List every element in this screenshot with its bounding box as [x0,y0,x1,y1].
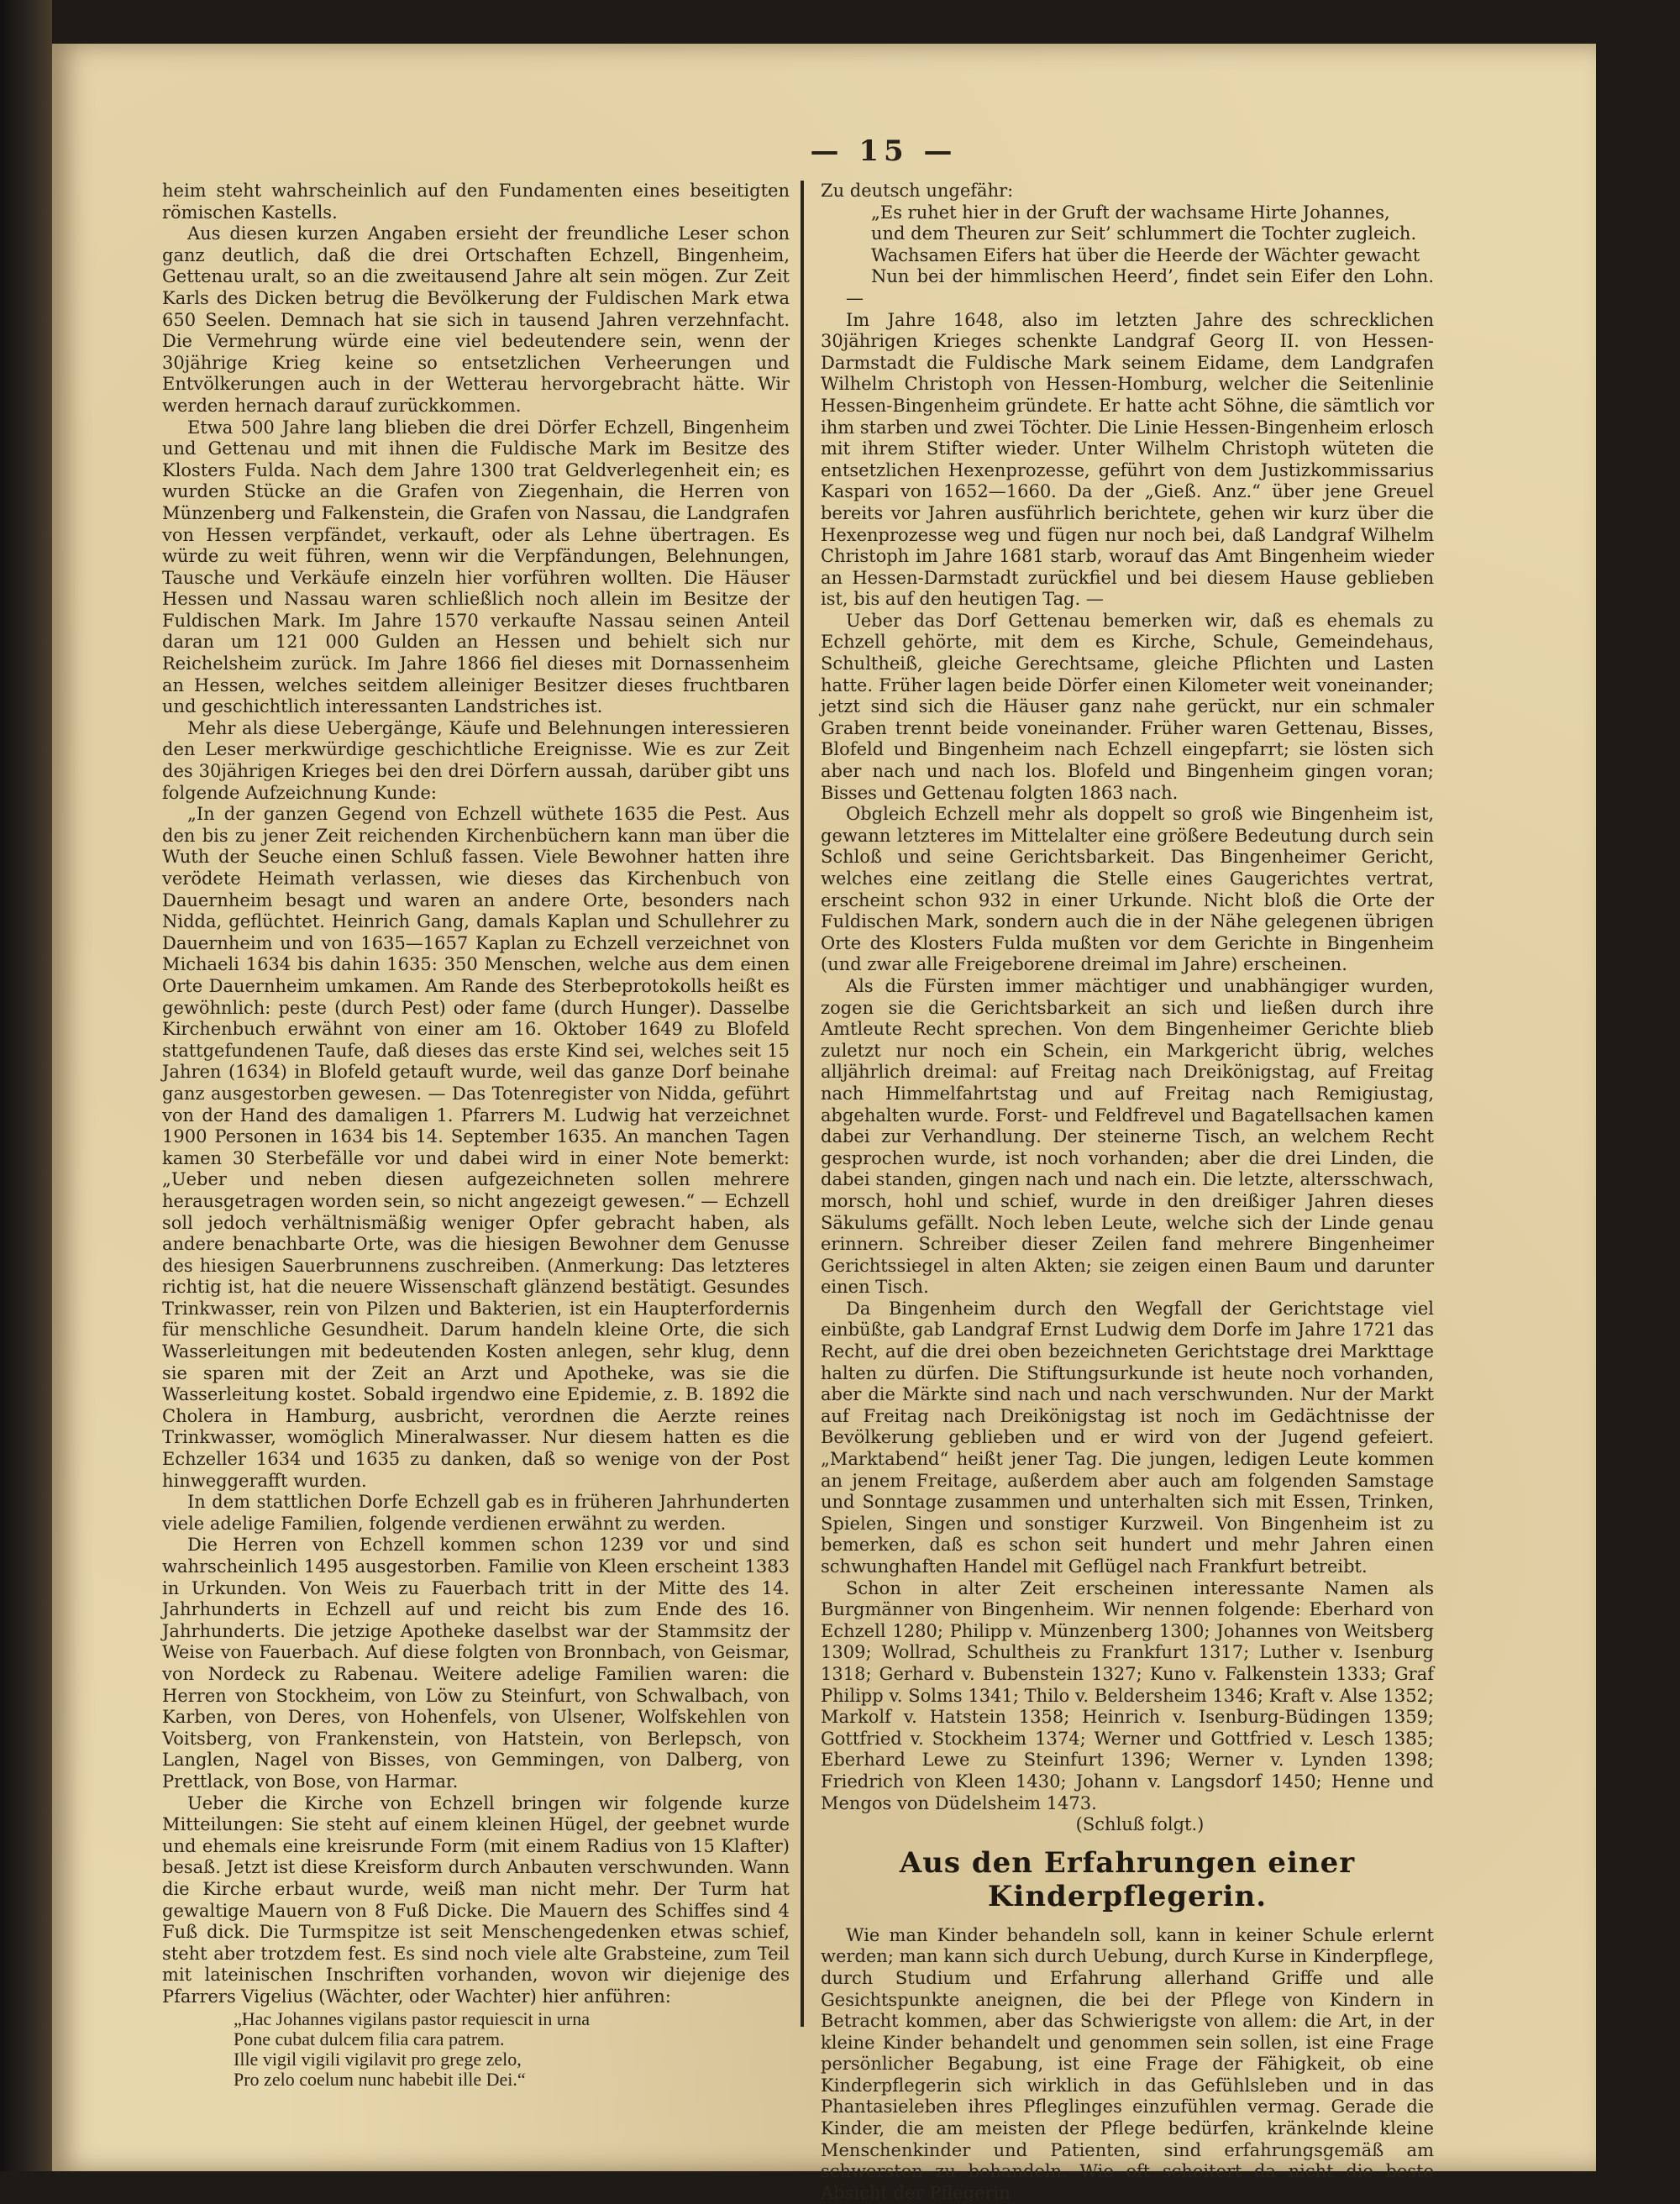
paragraph: Obgleich Echzell mehr als doppelt so groß wie Bingenheim ist, gewann letzteres im Mittelalter eine größere Bedeutung durch sein Schloß und seine Gerichtsbarkeit. Das Bingenheimer Gericht, welches eine zeitlang die Stelle eines Gaugerichtes vertrat, erscheint schon 932 in einer Urkunde. Nicht bloß die Orte der Fuldischen Mark, sondern auch die in der Nähe gelegenen übrigen Orte des Klosters Fulda mußten vor dem Gerichte in Bingenheim (und zwar alle Freigeborene dreimal im Jahre) erscheinen. [821,804,1434,975]
latin-line: Pone cubat dulcem filia cara patrem. [234,2028,505,2050]
paragraph: Etwa 500 Jahre lang blieben die drei Dörfer Echzell, Bingenheim und Gettenau und mit ihnen die Fuldische Mark im Besitze des Klosters Fulda. Nach dem Jahre 1300 trat Geldverlegenheit ein; es wurden Stücke an die Grafen von Ziegenhain, die Herren von Münzenberg und Falkenstein, die Grafen von Nassau, die Landgrafen von Hessen verpfändet, verkauft, oder als Lehne übertragen. Es würde zu weit führen, wenn wir die Verpfändungen, Belehnungen, Tausche und Verkäufe einzeln hier vorführen wollten. Die Häuser Hessen und Nassau waren schließlich noch allein im Besitze der Fuldischen Mark. Im Jahre 1570 verkaufte Nassau seinen Anteil daran um 121 000 Gulden an Hessen und behielt sich nur Reichelsheim zurück. Im Jahre 1866 fiel dieses mit Dornassenheim an Hessen, welches seitdem alleiniger Besitzer dieses fruchtbaren und geschichtlich interessanten Landstriches ist. [162,417,790,717]
paragraph: Schon in alter Zeit erscheinen interessante Namen als Burgmänner von Bingenheim. Wir nennen folgende: Eberhard von Echzell 1280; Philipp v. Münzenberg 1300; Johannes von Weitsberg 1309; Wollrad, Schultheis zu Frankfurt 1317; Luther v. Isenburg 1318; Gerhard v. Bubenstein 1327; Kuno v. Falkenstein 1333; Graf Philipp v. Solms 1341; Thilo v. Beldersheim 1346; Kraft v. Alse 1352; Markolf v. Hatstein 1358; Heinrich v. Isenburg-Büdingen 1359; Gottfried v. Stockheim 1374; Werner und Gottfried v. Lesch 1385; Eberhard Lewe zu Steinfurt 1396; Werner v. Lynden 1398; Friedrich von Kleen 1430; Johann v. Langsdorf 1450; Henne und Mengos von Düdelsheim 1473. [821,1577,1434,1813]
left-column [162,181,790,2091]
paragraph: Ueber die Kirche von Echzell bringen wir folgende kurze Mitteilungen: Sie steht auf einem kleinen Hügel, der geebnet wurde und ehemals eine kreisrunde Form (mit einem Radius von 15 Klafter) besaß. Jetzt ist diese Kreisform durch Anbauten verschwunden. Wann die Kirche erbaut wurde, weiß man nicht mehr. Der Turm hat gewaltige Mauern von 8 Fuß Dicke. Die Mauern des Schiffes sind 4 Fuß dick. Die Turmspitze ist seit Menschengedenken etwas schief, steht aber trotzdem fest. Es sind noch viele alte Grabsteine, zum Teil mit lateinischen Inschriften vorhanden, wovon wir diejenige des Pfarrers Vigelius (Wächter, oder Wachter) hier anführen: [162,1792,790,2007]
right-column [821,181,1434,2203]
book-binding [0,0,52,2171]
paragraph: Da Bingenheim durch den Wegfall der Gerichtstage viel einbüßte, gab Landgraf Ernst Ludwig dem Dorfe im Jahre 1721 das Recht, auf die drei oben bezeichneten Gerichtstage drei Markttage halten zu dürfen. Die Stiftungsurkunde ist heute noch vorhanden, aber die Märkte sind nach und nach verschwunden. Nur der Markt auf Freitag nach Dreikönigstag ist noch im Gedächtnisse der Bevölkerung geblieben und er wird von der Jugend gefeiert. „Marktabend“ heißt jener Tag. Die jungen, ledigen Leute kommen an jenem Freitage, außerdem aber auch am folgenden Samstage und Sonntage zusammen und unterhalten sich mit Essen, Trinken, Spielen, Singen und sonstiger Kurzweil. Von Bingenheim ist zu bemerken, daß es schon seit hundert und mehr Jahren einen schwunghaften Handel mit Geflügel nach Frankfurt betreibt. [821,1298,1434,1577]
continued-note: (Schluß folgt.) [1075,1814,1205,1835]
paragraph: Die Herren von Echzell kommen schon 1239 vor und sind wahrscheinlich 1495 ausgestorben. Familie von Kleen erscheint 1383 in Urkunden. Von Weis zu Fauerbach tritt in der Mitte des 14. Jahrhunderts in Echzell auf und reicht bis zum Ende des 16. Jahrhunderts. Die jetzige Apotheke daselbst war der Stammsitz der Weise von Fauerbach. Auf diese folgten von Bronnbach, von Geismar, von Nordeck zu Rabenau. Weitere adelige Familien waren: die Herren von Stockheim, von Löw zu Steinfurt, von Schwalbach, von Karben, von Deres, von Hohenfels, von Ulsener, Wolfskehlen von Voitsberg, von Frankenstein, von Hatstein, von Berlepsch, von Langlen, Nagel von Bisses, von Gemmingen, von Dalberg, von Prettlack, von Bose, von Harmar. [162,1535,790,1792]
paragraph: heim steht wahrscheinlich auf den Fundamenten eines beseitigten römischen Kastells. [162,181,790,223]
paragraph: Wie man Kinder behandeln soll, kann in keiner Schule erlernt werden; man kann sich durch Uebung, durch Kurse in Kinderpflege, durch Studium und Erfahrung allerhand Griffe und alle Gesichtspunkte aneignen, die bei der Pflege von Kindern in Betracht kommen, aber das Schwierigste von allem: die Art, in der kleine Kinder behandelt und genommen sein sollen, ist eine Frage persönlicher Begabung, ist eine Frage der Fähigkeit, ob eine Kinderpflegerin sich wirklich in das Gefühlsleben und in das Phantasieleben ihres Pfleglinges einzufühlen vermag. Gerade die Kinder, die am meisten der Pflege bedürfen, kränkelnde kleine Menschenkinder und Patienten, sind erfahrungsgemäß am schwersten zu behandeln. Wie oft scheitert da nicht die beste Absicht der Pflegerin [821,1924,1434,2203]
verse-line: Nun bei der himmlischen Heerd’, findet sein Eifer den Lohn. — [846,266,1434,308]
latin-line: „Hac Johannes vigilans pastor requiescit in urna [234,2008,590,2030]
page-number: — 15 — [810,134,958,168]
paragraph: Ueber das Dorf Gettenau bemerken wir, daß es ehemals zu Echzell gehörte, mit dem es Kirche, Schule, Gemeindehaus, Schultheiß, gleiche Gerechtsame, gleiche Pflichten und Lasten hatte. Früher lagen beide Dörfer einen Kilometer weit voneinander; jetzt sind sich die Häuser ganz nahe gerückt, nur ein schmaler Graben trennt beide voneinander. Früher waren Gettenau, Bisses, Blofeld und Bingenheim nach Echzell eingepfarrt; sie lösten sich aber nach und nach los. Blofeld und Bingenheim gingen voran; Bisses und Gettenau folgten 1863 nach. [821,610,1434,803]
latin-line: Pro zelo coelum nunc habebit ille Dei.“ [234,2069,526,2091]
verse-line: und dem Theuren zur Seit’ schlummert die Tochter zugleich. [871,223,1417,244]
translation-intro: Zu deutsch ungefähr: [821,181,1014,201]
verse-line: „Es ruhet hier in der Gruft der wachsame Hirte Johannes, [871,202,1390,223]
paragraph: Mehr als diese Uebergänge, Käufe und Belehnungen interessieren den Leser merkwürdige geschichtliche Ereignisse. Wie es zur Zeit des 30jährigen Krieges bei den drei Dörfern aussah, darüber gibt uns folgende Aufzeichnung Kunde: [162,717,790,803]
paragraph: Als die Fürsten immer mächtiger und unabhängiger wurden, zogen sie die Gerichtsbarkeit an sich und ließen durch ihre Amtleute Recht sprechen. Von dem Bingenheimer Gerichte blieb zuletzt nur noch ein Schein, ein Markgericht übrig, welches alljährlich dreimal: auf Freitag nach Dreikönigstag, auf Freitag nach Himmelfahrtstag und auf Freitag nach Remigiustag, abgehalten wurde. Forst- und Feldfrevel und Bagatellsachen kamen dabei zur Verhandlung. Der steinerne Tisch, an welchem Recht gesprochen wurde, ist noch vorhanden; aber die drei Linden, die dabei standen, gingen nach und nach ein. Die letzte, altersschwach, morsch, hohl und schief, wurde in den dreißiger Jahren dieses Säkulums gefällt. Noch leben Leute, welche sich der Linde genau erinnern. Schreiber dieser Zeilen fand mehrere Bingenheimer Gerichtssiegel in alten Akten; sie zeigen einen Baum und darunter einen Tisch. [821,975,1434,1298]
article-title: Aus den Erfahrungen einer Kinderpflegerin. [899,1845,1356,1913]
latin-line: Ille vigil vigili vigilavit pro grege zelo, [234,2049,522,2070]
latin-epitaph [234,2009,790,2090]
paragraph: Aus diesen kurzen Angaben ersieht der freundliche Leser schon ganz deutlich, daß die drei Ortschaften Echzell, Bingenheim, Gettenau uralt, so an die zweitausend Jahre alt sein mögen. Zur Zeit Karls des Dicken betrug die Bevölkerung der Fuldischen Mark etwa 650 Seelen. Demnach hat sie sich in tausend Jahren verzehnfacht. Die Vermehrung würde eine viel bedeutendere sein, wenn der 30jährige Krieg keine so entsetzlichen Verheerungen und Entvölkerungen auch in der Wetterau hervorgebracht hätte. Wir werden hernach darauf zurückkommen. [162,223,790,416]
paragraph: „In der ganzen Gegend von Echzell wüthete 1635 die Pest. Aus den bis zu jener Zeit reichenden Kirchenbüchern kann man über die Wuth der Seuche einen Schluß fassen. Viele Bewohner hatten ihre verödete Heimath verlassen, wie dieses das Kirchenbuch von Dauernheim besagt und waren an andere Orte, besonders nach Nidda, geflüchtet. Heinrich Gang, damals Kaplan und Schullehrer zu Dauernheim und von 1635—1657 Kaplan zu Echzell verzeichnet von Michaeli 1634 bis dahin 1635: 350 Menschen, welche aus dem einen Orte Dauernheim umkamen. Am Rande des Sterbeprotokolls heißt es gewöhnlich: peste (durch Pest) oder fame (durch Hunger). Dasselbe Kirchenbuch erwähnt von einer am 16. Oktober 1649 zu Blofeld stattgefundenen Taufe, daß dieses das erste Kind sei, welches seit 15 Jahren (1634) in Blofeld getauft wurde, weil das ganze Dorf beinahe ganz ausgestorben gewesen. — Das Totenregister von Nidda, geführt von der Hand des damaligen 1. Pfarrers M. Ludwig hat verzeichnet 1900 Personen in 1634 bis 14. September 1635. An manchen Tagen kamen 30 Sterbefälle vor und dabei wird in einer Note bemerkt: „Ueber und neben diesen aufgezeichneten sollen mehrere herausgetragen worden sein, so nicht angezeigt gewesen.“ — Echzell soll jedoch verhältnismäßig weniger Opfer gebracht haben, als andere benachbarte Orte, was die hiesigen Bewohner dem Genusse des hiesigen Sauerbrunnens zuschreiben. (Anmerkung: Das letzteres richtig ist, hat die neuere Wissenschaft glänzend bestätigt. Gesundes Trinkwasser, rein von Pilzen und Bakterien, ist ein Haupterfordernis für menschliche Gesundheit. Darum handeln kleine Orte, die sich Wasserleitungen mit bedeutenden Kosten anlegen, sehr klug, denn sie sparen mit der Zeit an Arzt und Apotheke, was sie die Wasserleitung kostet. Sobald irgendwo eine Epidemie, z. B. 1892 die Cholera in Hamburg, ausbricht, verordnen die Aerzte reines Trinkwasser, womöglich Mineralwasser. Nur diesem hatten es die Echzeller 1634 und 1635 zu danken, daß so wenige von der Post hinweggerafft wurden. [162,804,790,1491]
paragraph: Im Jahre 1648, also im letzten Jahre des schrecklichen 30jährigen Krieges schenkte Landgraf Georg II. von Hessen-Darmstadt die Fuldische Mark seinem Eidame, dem Landgrafen Wilhelm Christoph von Hessen-Homburg, welcher die Seitenlinie Hessen-Bingenheim gründete. Er hatte acht Söhne, die sämtlich vor ihm starben und zwei Töchter. Die Linie Hessen-Bingenheim erlosch mit ihrem Stifter wieder. Unter Wilhelm Christoph wüteten die entsetzlichen Hexenprozesse, geführt von dem Justizkommissarius Kaspari von 1652—1660. Da der „Gieß. Anz.“ über jene Greuel bereits vor Jahren ausführlich berichtete, gehen wir kurz über die Hexenprozesse weg und fügen nur noch bei, daß Landgraf Wilhelm Christoph im Jahre 1681 starb, worauf das Amt Bingenheim wieder an Hessen-Darmstadt zurückfiel und bei diesem Hause geblieben ist, bis auf den heutigen Tag. — [821,309,1434,610]
article-body [821,1925,1434,2204]
column-divider [801,181,804,2027]
verse-line: Wachsamen Eifers hat über die Heerde der Wächter gewacht [871,244,1420,265]
paragraph: In dem stattlichen Dorfe Echzell gab es in früheren Jahrhunderten viele adelige Familien, folgende verdienen erwähnt zu werden. [162,1492,790,1534]
